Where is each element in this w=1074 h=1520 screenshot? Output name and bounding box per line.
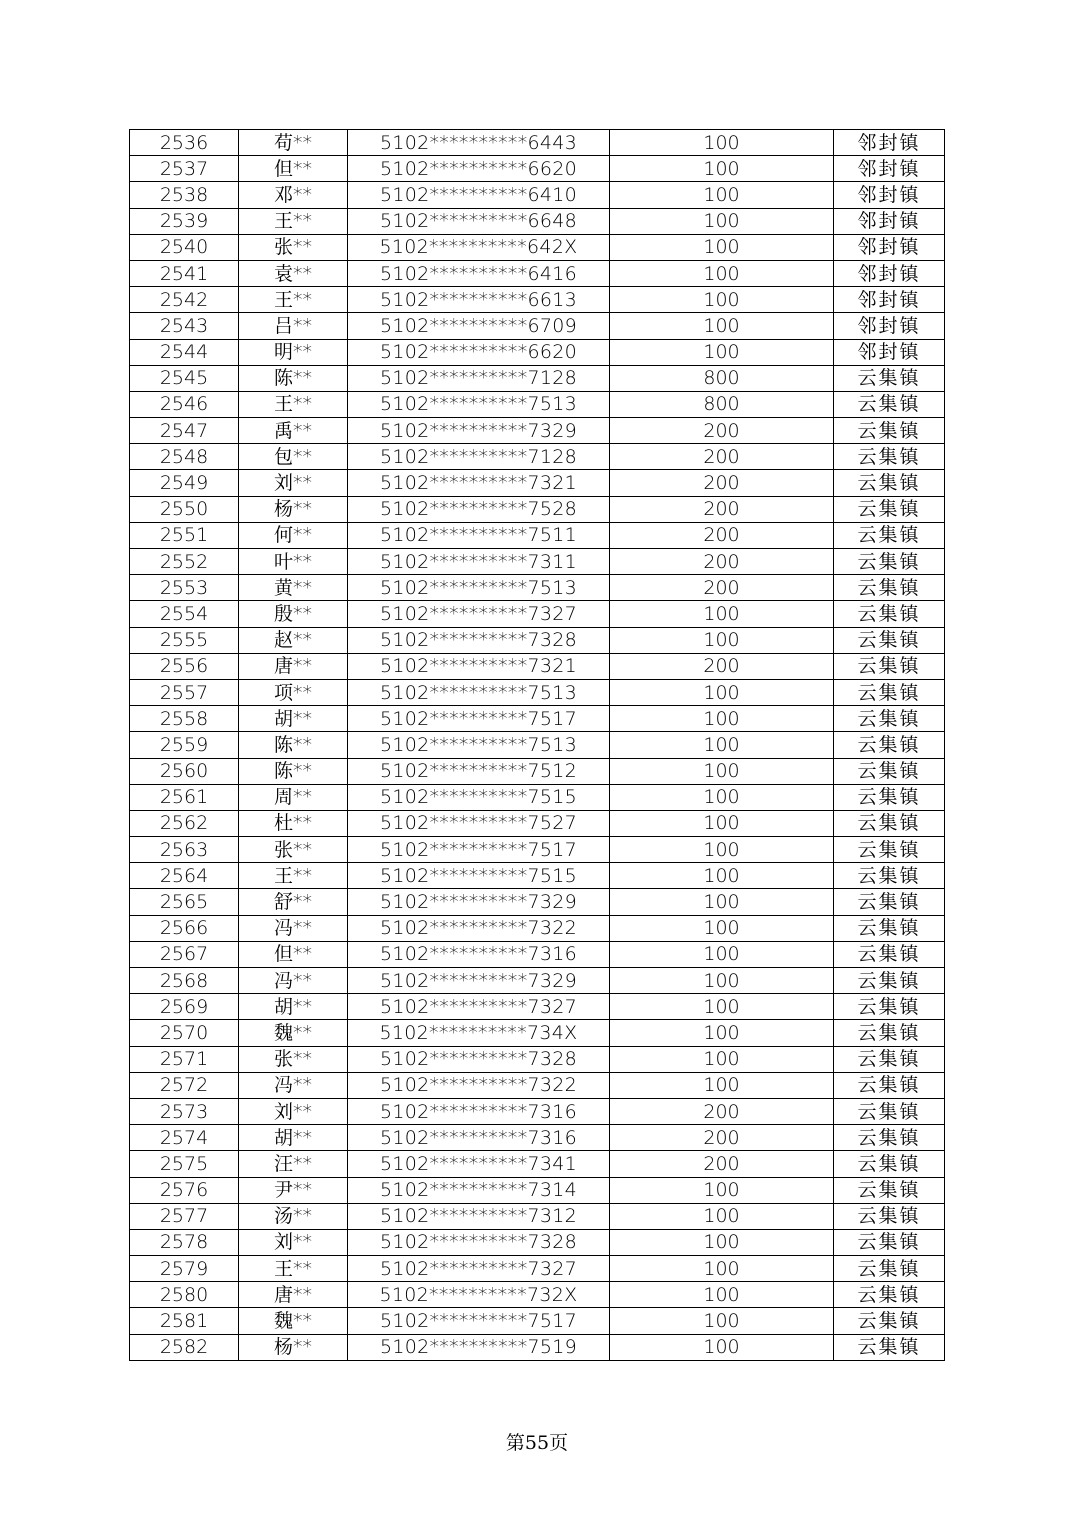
town-cell: 邻封镇 xyxy=(834,208,945,234)
town-cell: 云集镇 xyxy=(834,1256,945,1282)
seq-cell: 2550 xyxy=(130,496,239,522)
table-row xyxy=(130,837,945,863)
town-cell: 云集镇 xyxy=(834,706,945,732)
town-cell: 云集镇 xyxy=(834,496,945,522)
table-row xyxy=(130,444,945,470)
town-cell: 云集镇 xyxy=(834,627,945,653)
table-row xyxy=(130,1203,945,1229)
name-cell: 吕** xyxy=(239,313,348,339)
amount-cell: 800 xyxy=(610,391,834,417)
name-cell: 汪** xyxy=(239,1151,348,1177)
amount-cell: 100 xyxy=(610,863,834,889)
amount-cell: 100 xyxy=(610,784,834,810)
town-cell: 云集镇 xyxy=(834,653,945,679)
table-row xyxy=(130,365,945,391)
amount-cell: 100 xyxy=(610,706,834,732)
name-cell: 冯** xyxy=(239,915,348,941)
amount-cell: 200 xyxy=(610,1098,834,1124)
seq-cell: 2549 xyxy=(130,470,239,496)
table-row xyxy=(130,156,945,182)
town-cell: 云集镇 xyxy=(834,1229,945,1255)
amount-cell: 200 xyxy=(610,653,834,679)
amount-cell: 200 xyxy=(610,575,834,601)
amount-cell: 200 xyxy=(610,1151,834,1177)
table-row xyxy=(130,758,945,784)
seq-cell: 2541 xyxy=(130,260,239,286)
amount-cell: 200 xyxy=(610,418,834,444)
town-cell: 云集镇 xyxy=(834,994,945,1020)
name-cell: 禹** xyxy=(239,418,348,444)
id-cell: 5102**********6443 xyxy=(348,130,610,156)
amount-cell: 100 xyxy=(610,889,834,915)
name-cell: 但** xyxy=(239,941,348,967)
name-cell: 王** xyxy=(239,1256,348,1282)
amount-cell: 100 xyxy=(610,1203,834,1229)
seq-cell: 2578 xyxy=(130,1229,239,1255)
town-cell: 邻封镇 xyxy=(834,339,945,365)
table-row xyxy=(130,1020,945,1046)
name-cell: 唐** xyxy=(239,653,348,679)
table-row xyxy=(130,1125,945,1151)
table-row xyxy=(130,810,945,836)
seq-cell: 2576 xyxy=(130,1177,239,1203)
town-cell: 云集镇 xyxy=(834,1308,945,1334)
name-cell: 陈** xyxy=(239,758,348,784)
amount-cell: 100 xyxy=(610,1308,834,1334)
amount-cell: 100 xyxy=(610,915,834,941)
name-cell: 赵** xyxy=(239,627,348,653)
id-cell: 5102**********7512 xyxy=(348,758,610,784)
id-cell: 5102**********7513 xyxy=(348,575,610,601)
seq-cell: 2557 xyxy=(130,679,239,705)
name-cell: 但** xyxy=(239,156,348,182)
seq-cell: 2573 xyxy=(130,1098,239,1124)
id-cell: 5102**********6613 xyxy=(348,287,610,313)
name-cell: 殷** xyxy=(239,601,348,627)
id-cell: 5102**********7321 xyxy=(348,470,610,496)
amount-cell: 100 xyxy=(610,260,834,286)
town-cell: 云集镇 xyxy=(834,522,945,548)
amount-cell: 100 xyxy=(610,1072,834,1098)
amount-cell: 100 xyxy=(610,156,834,182)
amount-cell: 100 xyxy=(610,732,834,758)
table-row xyxy=(130,1308,945,1334)
amount-cell: 100 xyxy=(610,679,834,705)
table-row xyxy=(130,1229,945,1255)
seq-cell: 2544 xyxy=(130,339,239,365)
amount-cell: 100 xyxy=(610,313,834,339)
town-cell: 邻封镇 xyxy=(834,182,945,208)
id-cell: 5102**********7513 xyxy=(348,391,610,417)
town-cell: 云集镇 xyxy=(834,968,945,994)
id-cell: 5102**********6620 xyxy=(348,156,610,182)
id-cell: 5102**********6709 xyxy=(348,313,610,339)
table-row xyxy=(130,313,945,339)
amount-cell: 100 xyxy=(610,994,834,1020)
name-cell: 杜** xyxy=(239,810,348,836)
amount-cell: 100 xyxy=(610,287,834,313)
amount-cell: 100 xyxy=(610,182,834,208)
town-cell: 云集镇 xyxy=(834,1334,945,1360)
seq-cell: 2572 xyxy=(130,1072,239,1098)
seq-cell: 2558 xyxy=(130,706,239,732)
seq-cell: 2564 xyxy=(130,863,239,889)
amount-cell: 100 xyxy=(610,1334,834,1360)
seq-cell: 2565 xyxy=(130,889,239,915)
name-cell: 胡** xyxy=(239,994,348,1020)
table-row xyxy=(130,182,945,208)
table-row xyxy=(130,522,945,548)
name-cell: 刘** xyxy=(239,1098,348,1124)
name-cell: 张** xyxy=(239,1046,348,1072)
id-cell: 5102**********7321 xyxy=(348,653,610,679)
name-cell: 胡** xyxy=(239,706,348,732)
seq-cell: 2537 xyxy=(130,156,239,182)
table-row xyxy=(130,1046,945,1072)
name-cell: 陈** xyxy=(239,732,348,758)
table-row xyxy=(130,130,945,156)
table-row xyxy=(130,260,945,286)
id-cell: 5102**********7128 xyxy=(348,444,610,470)
amount-cell: 200 xyxy=(610,522,834,548)
name-cell: 唐** xyxy=(239,1282,348,1308)
name-cell: 杨** xyxy=(239,496,348,522)
amount-cell: 100 xyxy=(610,810,834,836)
id-cell: 5102**********7128 xyxy=(348,365,610,391)
name-cell: 邓** xyxy=(239,182,348,208)
table-row xyxy=(130,1151,945,1177)
seq-cell: 2569 xyxy=(130,994,239,1020)
id-cell: 5102**********7328 xyxy=(348,1229,610,1255)
town-cell: 云集镇 xyxy=(834,1203,945,1229)
id-cell: 5102**********6416 xyxy=(348,260,610,286)
seq-cell: 2546 xyxy=(130,391,239,417)
town-cell: 云集镇 xyxy=(834,444,945,470)
name-cell: 魏** xyxy=(239,1308,348,1334)
seq-cell: 2563 xyxy=(130,837,239,863)
seq-cell: 2554 xyxy=(130,601,239,627)
name-cell: 叶** xyxy=(239,549,348,575)
amount-cell: 100 xyxy=(610,601,834,627)
town-cell: 云集镇 xyxy=(834,1282,945,1308)
table-row xyxy=(130,549,945,575)
table-row xyxy=(130,941,945,967)
seq-cell: 2552 xyxy=(130,549,239,575)
id-cell: 5102**********7515 xyxy=(348,863,610,889)
seq-cell: 2568 xyxy=(130,968,239,994)
table-row xyxy=(130,994,945,1020)
amount-cell: 100 xyxy=(610,941,834,967)
name-cell: 舒** xyxy=(239,889,348,915)
table-row xyxy=(130,889,945,915)
name-cell: 周** xyxy=(239,784,348,810)
seq-cell: 2540 xyxy=(130,234,239,260)
id-cell: 5102**********7327 xyxy=(348,601,610,627)
seq-cell: 2556 xyxy=(130,653,239,679)
town-cell: 邻封镇 xyxy=(834,313,945,339)
id-cell: 5102**********7517 xyxy=(348,1308,610,1334)
id-cell: 5102**********6648 xyxy=(348,208,610,234)
table-row xyxy=(130,339,945,365)
seq-cell: 2548 xyxy=(130,444,239,470)
town-cell: 云集镇 xyxy=(834,837,945,863)
id-cell: 5102**********732X xyxy=(348,1282,610,1308)
name-cell: 王** xyxy=(239,863,348,889)
name-cell: 汤** xyxy=(239,1203,348,1229)
seq-cell: 2551 xyxy=(130,522,239,548)
amount-cell: 200 xyxy=(610,496,834,522)
seq-cell: 2577 xyxy=(130,1203,239,1229)
table-row xyxy=(130,208,945,234)
table-row xyxy=(130,732,945,758)
id-cell: 5102**********734X xyxy=(348,1020,610,1046)
amount-cell: 200 xyxy=(610,470,834,496)
town-cell: 云集镇 xyxy=(834,810,945,836)
town-cell: 邻封镇 xyxy=(834,287,945,313)
id-cell: 5102**********7527 xyxy=(348,810,610,836)
amount-cell: 100 xyxy=(610,1229,834,1255)
roster-table xyxy=(129,129,945,1361)
name-cell: 刘** xyxy=(239,470,348,496)
amount-cell: 100 xyxy=(610,234,834,260)
id-cell: 5102**********7515 xyxy=(348,784,610,810)
seq-cell: 2543 xyxy=(130,313,239,339)
table-row xyxy=(130,915,945,941)
seq-cell: 2539 xyxy=(130,208,239,234)
town-cell: 云集镇 xyxy=(834,1020,945,1046)
table-row xyxy=(130,1177,945,1203)
town-cell: 云集镇 xyxy=(834,1125,945,1151)
table-row xyxy=(130,575,945,601)
town-cell: 云集镇 xyxy=(834,1177,945,1203)
table-row xyxy=(130,234,945,260)
id-cell: 5102**********7316 xyxy=(348,1098,610,1124)
id-cell: 5102**********7322 xyxy=(348,1072,610,1098)
town-cell: 邻封镇 xyxy=(834,156,945,182)
town-cell: 云集镇 xyxy=(834,470,945,496)
town-cell: 邻封镇 xyxy=(834,130,945,156)
id-cell: 5102**********7327 xyxy=(348,994,610,1020)
name-cell: 苟** xyxy=(239,130,348,156)
name-cell: 冯** xyxy=(239,968,348,994)
seq-cell: 2575 xyxy=(130,1151,239,1177)
seq-cell: 2547 xyxy=(130,418,239,444)
id-cell: 5102**********6410 xyxy=(348,182,610,208)
seq-cell: 2560 xyxy=(130,758,239,784)
seq-cell: 2542 xyxy=(130,287,239,313)
amount-cell: 100 xyxy=(610,130,834,156)
amount-cell: 100 xyxy=(610,837,834,863)
name-cell: 胡** xyxy=(239,1125,348,1151)
table-row xyxy=(130,968,945,994)
amount-cell: 100 xyxy=(610,1020,834,1046)
town-cell: 云集镇 xyxy=(834,1072,945,1098)
amount-cell: 200 xyxy=(610,444,834,470)
name-cell: 何** xyxy=(239,522,348,548)
table-row xyxy=(130,470,945,496)
name-cell: 包** xyxy=(239,444,348,470)
town-cell: 云集镇 xyxy=(834,679,945,705)
seq-cell: 2553 xyxy=(130,575,239,601)
table-row xyxy=(130,287,945,313)
id-cell: 5102**********7316 xyxy=(348,941,610,967)
amount-cell: 100 xyxy=(610,758,834,784)
town-cell: 云集镇 xyxy=(834,1098,945,1124)
town-cell: 邻封镇 xyxy=(834,260,945,286)
table-row xyxy=(130,653,945,679)
amount-cell: 100 xyxy=(610,1046,834,1072)
roster-table-body xyxy=(130,130,945,1361)
id-cell: 5102**********7327 xyxy=(348,1256,610,1282)
name-cell: 项** xyxy=(239,679,348,705)
town-cell: 云集镇 xyxy=(834,889,945,915)
id-cell: 5102**********7329 xyxy=(348,889,610,915)
name-cell: 杨** xyxy=(239,1334,348,1360)
id-cell: 5102**********7513 xyxy=(348,732,610,758)
id-cell: 5102**********7528 xyxy=(348,496,610,522)
table-row xyxy=(130,601,945,627)
table-row xyxy=(130,1072,945,1098)
id-cell: 5102**********7341 xyxy=(348,1151,610,1177)
amount-cell: 200 xyxy=(610,549,834,575)
seq-cell: 2545 xyxy=(130,365,239,391)
town-cell: 云集镇 xyxy=(834,418,945,444)
seq-cell: 2538 xyxy=(130,182,239,208)
town-cell: 云集镇 xyxy=(834,915,945,941)
town-cell: 云集镇 xyxy=(834,784,945,810)
id-cell: 5102**********7311 xyxy=(348,549,610,575)
seq-cell: 2566 xyxy=(130,915,239,941)
town-cell: 云集镇 xyxy=(834,549,945,575)
town-cell: 云集镇 xyxy=(834,1151,945,1177)
id-cell: 5102**********7328 xyxy=(348,1046,610,1072)
id-cell: 5102**********7329 xyxy=(348,418,610,444)
seq-cell: 2536 xyxy=(130,130,239,156)
page-number: 第55页 xyxy=(505,1432,569,1454)
name-cell: 袁** xyxy=(239,260,348,286)
amount-cell: 800 xyxy=(610,365,834,391)
id-cell: 5102**********7511 xyxy=(348,522,610,548)
table-row xyxy=(130,1334,945,1360)
id-cell: 5102**********7517 xyxy=(348,837,610,863)
seq-cell: 2580 xyxy=(130,1282,239,1308)
id-cell: 5102**********642X xyxy=(348,234,610,260)
amount-cell: 100 xyxy=(610,968,834,994)
name-cell: 冯** xyxy=(239,1072,348,1098)
town-cell: 云集镇 xyxy=(834,1046,945,1072)
id-cell: 5102**********7329 xyxy=(348,968,610,994)
seq-cell: 2579 xyxy=(130,1256,239,1282)
table-row xyxy=(130,1098,945,1124)
name-cell: 尹** xyxy=(239,1177,348,1203)
amount-cell: 100 xyxy=(610,1256,834,1282)
id-cell: 5102**********7316 xyxy=(348,1125,610,1151)
town-cell: 云集镇 xyxy=(834,758,945,784)
town-cell: 云集镇 xyxy=(834,575,945,601)
town-cell: 云集镇 xyxy=(834,941,945,967)
name-cell: 张** xyxy=(239,234,348,260)
id-cell: 5102**********7513 xyxy=(348,679,610,705)
id-cell: 5102**********7322 xyxy=(348,915,610,941)
seq-cell: 2561 xyxy=(130,784,239,810)
name-cell: 张** xyxy=(239,837,348,863)
amount-cell: 100 xyxy=(610,1177,834,1203)
amount-cell: 100 xyxy=(610,339,834,365)
seq-cell: 2582 xyxy=(130,1334,239,1360)
amount-cell: 100 xyxy=(610,1282,834,1308)
town-cell: 云集镇 xyxy=(834,365,945,391)
town-cell: 云集镇 xyxy=(834,601,945,627)
table-row xyxy=(130,679,945,705)
table-row xyxy=(130,418,945,444)
name-cell: 明** xyxy=(239,339,348,365)
town-cell: 云集镇 xyxy=(834,732,945,758)
name-cell: 王** xyxy=(239,391,348,417)
name-cell: 黄** xyxy=(239,575,348,601)
id-cell: 5102**********7312 xyxy=(348,1203,610,1229)
seq-cell: 2567 xyxy=(130,941,239,967)
name-cell: 王** xyxy=(239,287,348,313)
table-row xyxy=(130,863,945,889)
seq-cell: 2571 xyxy=(130,1046,239,1072)
table-row xyxy=(130,391,945,417)
id-cell: 5102**********7328 xyxy=(348,627,610,653)
amount-cell: 100 xyxy=(610,208,834,234)
id-cell: 5102**********7517 xyxy=(348,706,610,732)
table-row xyxy=(130,784,945,810)
name-cell: 王** xyxy=(239,208,348,234)
seq-cell: 2559 xyxy=(130,732,239,758)
table-row xyxy=(130,1256,945,1282)
id-cell: 5102**********7519 xyxy=(348,1334,610,1360)
table-row xyxy=(130,1282,945,1308)
town-cell: 邻封镇 xyxy=(834,234,945,260)
seq-cell: 2581 xyxy=(130,1308,239,1334)
name-cell: 陈** xyxy=(239,365,348,391)
town-cell: 云集镇 xyxy=(834,863,945,889)
table-row xyxy=(130,706,945,732)
name-cell: 刘** xyxy=(239,1229,348,1255)
table-row xyxy=(130,627,945,653)
seq-cell: 2555 xyxy=(130,627,239,653)
id-cell: 5102**********7314 xyxy=(348,1177,610,1203)
seq-cell: 2562 xyxy=(130,810,239,836)
seq-cell: 2570 xyxy=(130,1020,239,1046)
table-row xyxy=(130,496,945,522)
amount-cell: 100 xyxy=(610,627,834,653)
amount-cell: 200 xyxy=(610,1125,834,1151)
seq-cell: 2574 xyxy=(130,1125,239,1151)
id-cell: 5102**********6620 xyxy=(348,339,610,365)
name-cell: 魏** xyxy=(239,1020,348,1046)
town-cell: 云集镇 xyxy=(834,391,945,417)
